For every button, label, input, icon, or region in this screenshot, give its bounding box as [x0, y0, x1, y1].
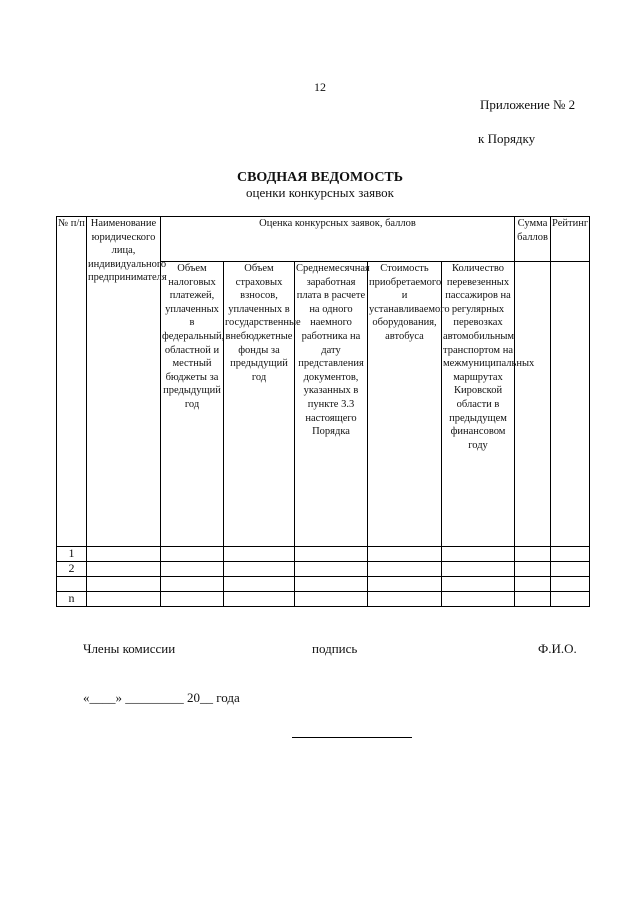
- document-title: СВОДНАЯ ВЕДОМОСТЬ: [236, 170, 404, 185]
- header-num: № п/п: [57, 217, 87, 547]
- header-rating: Рейтинг: [551, 217, 590, 262]
- header-name: Наименование юридического лица, индивидуального предпринимателя: [87, 217, 161, 547]
- bottom-rule: [292, 737, 412, 738]
- row-number: 2: [57, 562, 87, 577]
- table-row: [57, 547, 590, 562]
- appendix-reference: к Порядку: [478, 131, 536, 146]
- subheader-equipment-cost: Стоимость приобретаемого и устанавливаемого оборудования, автобуса: [368, 262, 442, 547]
- row-number: 1: [57, 547, 87, 562]
- table-row: [57, 592, 590, 607]
- page-number: 12: [314, 80, 326, 94]
- table-row: [57, 577, 590, 592]
- row-number: [57, 577, 87, 592]
- sum-empty-cell: [515, 262, 551, 547]
- subheader-average-salary: Среднемесячная заработная плата в расчете на одного наемного работника на дату представления документов, указанных в пункте 3.3 настоящего Порядка: [295, 262, 368, 547]
- header-sum: Сумма баллов: [515, 217, 551, 262]
- appendix-label: Приложение № 2: [480, 97, 576, 112]
- subheader-tax-payments: Объем налоговых платежей, уплаченных в федеральный, областной и местный бюджеты за предыдущий год: [161, 262, 224, 547]
- subheader-insurance-contributions: Объем страховых взносов, уплаченных в государственные внебюджетные фонды за предыдущий год: [224, 262, 295, 547]
- row-number: n: [57, 592, 87, 607]
- subheader-passengers-count: Количество перевезенных пассажиров на регулярных перевозках автомобильным транспортом на межмуниципальных маршрутах Кировской области в предыдущем финансовом году: [442, 262, 515, 547]
- header-row: [57, 217, 590, 262]
- rating-empty-cell: [551, 262, 590, 547]
- commission-members-label: Члены комиссии: [83, 641, 176, 656]
- full-name-label: Ф.И.О.: [538, 641, 577, 656]
- signature-label: подпись: [312, 641, 358, 656]
- document-subtitle: оценки конкурсных заявок: [246, 185, 394, 200]
- header-evaluation: Оценка конкурсных заявок, баллов: [161, 217, 515, 262]
- date-line: «____» _________ 20__ года: [83, 690, 240, 705]
- summary-table: [56, 216, 590, 607]
- table-row: [57, 562, 590, 577]
